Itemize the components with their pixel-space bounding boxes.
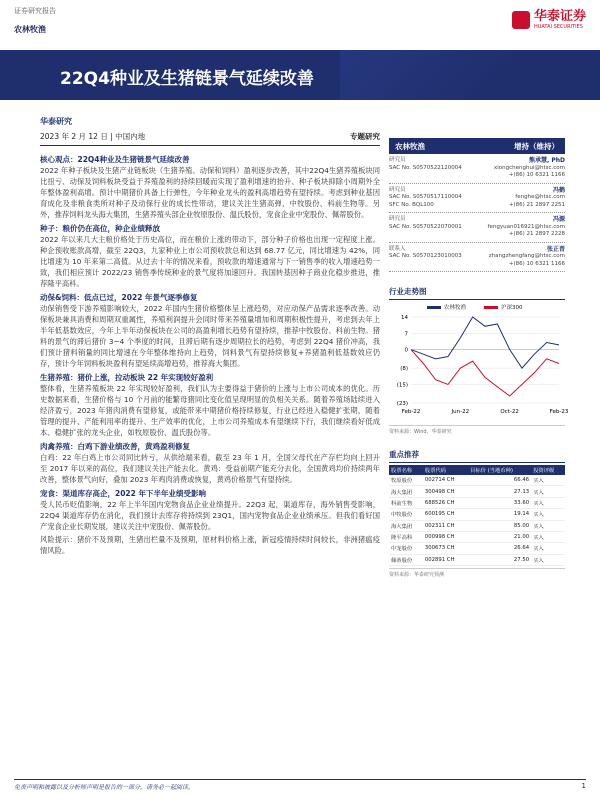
table-cell: 000998 CH bbox=[423, 531, 468, 542]
section-title: 动保&饲料：低点已过，2022 年景气逐季修复 bbox=[40, 293, 198, 302]
table-cell: 600195 CH bbox=[423, 509, 468, 520]
brand-name-en: HUATAI SECURITIES bbox=[533, 24, 583, 30]
analyst-phone: +(86) 21 2897 2228 bbox=[508, 231, 565, 237]
analyst-name: 冯源 bbox=[552, 216, 565, 223]
analyst-email[interactable]: zhangzhengfang@htsc.com bbox=[488, 253, 565, 259]
analyst-sac: SAC No. S0570123010003 bbox=[389, 253, 462, 259]
analyst-email[interactable]: fenghe@htsc.com bbox=[515, 194, 565, 200]
picks-header: 股票代码 bbox=[423, 465, 468, 475]
main-column bbox=[40, 116, 380, 558]
title-banner bbox=[0, 50, 600, 100]
brand-logo bbox=[512, 10, 586, 30]
footer-rule bbox=[14, 779, 586, 780]
table-cell: 26.64 bbox=[468, 543, 531, 554]
report-title: 22Q4种业及生猪链景气延续改善 bbox=[60, 69, 314, 89]
analyst-phone: +(86) 21 2897 2251 bbox=[508, 201, 565, 208]
doc-meta: 2023 年 2 月 12 日 | 中国内地 专题研究 bbox=[40, 131, 380, 146]
x-tick-label: Jun-22 bbox=[451, 409, 470, 415]
industry-trend-chart bbox=[389, 311, 569, 419]
table-cell: 85.00 bbox=[468, 520, 531, 531]
table-cell: 中宠股份 bbox=[389, 543, 423, 554]
brand-name: 华泰证券 bbox=[533, 9, 586, 24]
legend-item: 沪深300 bbox=[484, 303, 523, 311]
analyst-role: 研究员 bbox=[389, 186, 406, 193]
report-label: 证券研究报告 bbox=[14, 7, 56, 15]
y-tick-label: 7 bbox=[404, 331, 408, 338]
org-name: 华泰研究 bbox=[40, 117, 72, 126]
picks-section-title: 重点推荐 bbox=[389, 449, 565, 463]
analyst-card bbox=[389, 243, 565, 273]
section-body: 风险提示：猪价不及预期，生猪出栏量不及预期，原材料价格上涨，新冠疫情持续时间较长，非洲猪瘟疫情风险。 bbox=[40, 535, 380, 555]
chart-source: 资料来源：Wind，华泰研究 bbox=[389, 425, 565, 435]
section-title: 肉禽养殖：白鸡下游业绩改善，黄鸡盈利修复 bbox=[40, 442, 190, 451]
rating-value: 增持（维持） bbox=[514, 141, 559, 151]
section-body: 白鸡：22 年白鸡上市公司同比转亏，从供给端来看，截至 23 年 1 月，全国父母代在产存栏均向上回升至 2017 年以来的高位，我们建议关注产能去化。黄鸡：受益前期产能充分去化，全国黄鸡均价持续两年改善，整体景气向好，叠加 2023 年鸡肉消费或恢复，黄鸡价格景气有望持续。 bbox=[40, 453, 380, 484]
analyst-phone: +(86) 10 6321 1166 bbox=[508, 172, 565, 178]
table-cell: 买入 bbox=[531, 475, 565, 486]
table-cell: 66.46 bbox=[468, 475, 531, 486]
table-cell: 买入 bbox=[531, 543, 565, 554]
picks-header: 目标价 (当地币种) bbox=[468, 465, 531, 475]
section-body: 动保销售受下游养殖影响较大，2022 年国内生猪价格整体呈上涨趋势，对应动保产品需求逐季改善。动保板块兼具消费和周期双重属性，养殖利润提升会同时带来养殖量增加和周期积极性提升，考虑到去年上半年低基数效应，今年上半年动保板块在公司的高盈利增长趋势有望持续，推荐中牧股份、科前生物。猪料的景气的滞后猪价 3~4 个季度的时间，且滞后期有逐步周期拉长的趋势，考虑到 22Q4 猪价冲高，我们预计猪料销量的同比增速在今年整体维持向上趋势，饲料景气有望持续修复+养猪盈利低基数效应仍存，预计今年饲料板块盈利有望延续高增趋势，推荐海大集团。 bbox=[40, 304, 380, 368]
x-tick-label: Feb-23 bbox=[549, 409, 569, 415]
doc-type: 专题研究 bbox=[350, 132, 380, 141]
y-tick-label: 0 bbox=[404, 347, 408, 354]
analyst-list bbox=[389, 154, 565, 272]
section-body: 整体看，生猪养殖板块 22 年实现较好盈利，我们认为主要得益于猪价的上涨与上市公司成本的优化。历史数据来看，生猪价格与 10 个月前的能繁母猪同比变化值呈现明显的负相关关系。随着养殖场陆续进入经济盈亏，2023 年猪肉消费有望修复，或能带来中期猪价格持续修复，行业已经进入稳健扩张期，随着管理的提升、产能利用率的提升、生产效率的优化，上市公司养殖成本有望继续下行，我们继续看好低成本、稳健扩张的龙头企业，如牧原股份、温氏股份等。 bbox=[40, 384, 380, 437]
table-row bbox=[389, 475, 565, 486]
rating-sector: 农林牧渔 bbox=[395, 141, 425, 151]
table-cell: 33.60 bbox=[468, 497, 531, 508]
table-cell: 买入 bbox=[531, 497, 565, 508]
table-cell: 买入 bbox=[531, 531, 565, 542]
analyst-sfc: SFC No. BQL100 bbox=[389, 201, 434, 208]
y-tick-label: (23) bbox=[396, 401, 408, 407]
picks-table bbox=[389, 465, 565, 566]
section-body: 2022 年种子板块及生猪产业链板块（生猪养殖、动保和饲料）盈利逐步改善，其中22Q4生猪养殖板块同比扭亏、动保及饲料板块受益于养殖盈利的持续回暖而实现了盈利增速的抬升、种子板块抑除小周期外全年整体盈利高增。预计中期猪价具备上行弹性，今年种业龙头的盈利高增趋势有望持续。考虑到种业基因育成化及非粮食类所对种子及动保行业的成长性带动，建议关注生猪高弹、中牧股份、科前生物等。另外，推荐饲料龙头海大集团，生猪养殖头部企业牧原股份、温氏股份，宠食企业中宠股份、佩蒂股份。 bbox=[40, 166, 380, 219]
analyst-name: 张正晋 bbox=[546, 245, 565, 253]
section-title: 生猪养殖：猪价上涨，拉动板块 22 年实现较好盈利 bbox=[40, 373, 214, 382]
brand-mark-icon bbox=[512, 11, 530, 29]
table-cell: 27.13 bbox=[468, 486, 531, 497]
table-row bbox=[389, 554, 565, 565]
table-cell: 688526 CH bbox=[423, 497, 468, 508]
table-cell: 21.00 bbox=[468, 531, 531, 542]
table-cell: 海大集团 bbox=[389, 520, 423, 531]
table-cell: 002311 CH bbox=[423, 520, 468, 531]
table-cell: 中牧股份 bbox=[389, 509, 423, 520]
sections bbox=[40, 154, 380, 556]
analyst-name: 冯鹤 bbox=[552, 186, 565, 194]
table-cell: 科前生物 bbox=[389, 497, 423, 508]
footer-disclaimer: 免责声明和披露以及分析师声明是报告的一部分，请务必一起阅读。 bbox=[14, 784, 195, 791]
analyst-card bbox=[389, 184, 565, 214]
sector-tag: 农林牧渔 bbox=[14, 25, 46, 34]
table-cell: 牧原股份 bbox=[389, 475, 423, 486]
y-tick-label: (15) bbox=[396, 382, 408, 389]
analyst-email[interactable]: xiongchenghui@htsc.com bbox=[493, 164, 565, 171]
y-tick-label: (8) bbox=[400, 366, 408, 373]
section-body: 受人民币贬值影响，22 年上半年国内宠物食品企业业绩提升。22Q3 起，渠道库存，海外销售受影响，22Q4 渠道库存仍在消化，我们预计去库存将持续到 23Q1，国内宠物食品企业业绩承压。但我们看好国产宠食企业长期发展，建议关注中宠股份、佩蒂股份。 bbox=[40, 500, 380, 531]
trend-section-title: 行业走势图 bbox=[389, 286, 565, 300]
analyst-sac: SAC No. S0570522120004 bbox=[389, 164, 462, 171]
table-cell: 300673 CH bbox=[423, 543, 468, 554]
page-number: 1 bbox=[581, 782, 586, 790]
table-row bbox=[389, 497, 565, 508]
series-line bbox=[411, 350, 559, 396]
analyst-role: 联系人 bbox=[389, 245, 406, 252]
table-cell: 买入 bbox=[531, 554, 565, 565]
analyst-sac: SAC No. S0570517110004 bbox=[389, 194, 462, 200]
chart-legend bbox=[427, 303, 565, 311]
table-cell: 27.50 bbox=[468, 554, 531, 565]
analyst-sac: SAC No. S0570522070001 bbox=[389, 223, 462, 230]
analyst-card bbox=[389, 213, 565, 243]
table-row bbox=[389, 486, 565, 497]
table-cell: 海大集团 bbox=[389, 486, 423, 497]
table-row bbox=[389, 520, 565, 531]
table-cell: 佩蒂股份 bbox=[389, 554, 423, 565]
rating-bar bbox=[389, 138, 565, 154]
analyst-role: 研究员 bbox=[389, 157, 406, 163]
x-tick-label: Feb-22 bbox=[401, 409, 421, 415]
analyst-phone: +(86) 10 6321 1166 bbox=[508, 260, 565, 267]
y-tick-label: 14 bbox=[401, 315, 408, 321]
doc-date: 2023 年 2 月 12 日 bbox=[40, 132, 108, 141]
section-title: 核心观点：22Q4种业及生猪链景气延续改善 bbox=[40, 155, 190, 164]
table-cell: 19.14 bbox=[468, 509, 531, 520]
series-line bbox=[411, 317, 559, 368]
section-title: 宠食：渠道库存高企，2022 年下半年业绩受影响 bbox=[40, 489, 206, 498]
table-cell: 买入 bbox=[531, 520, 565, 531]
table-cell: 002714 CH bbox=[423, 475, 468, 486]
table-row bbox=[389, 531, 565, 542]
table-cell: 买入 bbox=[531, 509, 565, 520]
analyst-name: 熊承慧, PhD bbox=[528, 157, 565, 164]
x-tick-label: Oct-22 bbox=[500, 409, 519, 415]
section-body: 2022 年以来几大主粮价格处于历史高位，而在粮价上涨的带动下，部分种子价格也出现一定程度上涨。种企预收账款高增，截至 22Q3，九家种业上市公司预收款总和达到 68.77 亿元，同比增速为 42%，同比增速为 10 年来第二高值。从过去十年的情况来看，预收款的增速通常与下一销售季的收入增速趋势一致，我们相应预计 2022/23 销售季传统种业的景气度将加速回升。我国转基因种子商业化稳步推进，推荐隆平高科。 bbox=[40, 235, 380, 288]
picks-header: 股票名称 bbox=[389, 465, 423, 475]
legend-item: 农林牧渔 bbox=[427, 303, 466, 311]
table-cell: 300498 CH bbox=[423, 486, 468, 497]
side-column bbox=[389, 138, 569, 578]
picks-header: 投资评级 bbox=[531, 465, 565, 475]
analyst-role: 研究员 bbox=[389, 216, 406, 222]
table-cell: 002891 CH bbox=[423, 554, 468, 565]
doc-region: 中国内地 bbox=[115, 132, 146, 141]
table-row bbox=[389, 509, 565, 520]
analyst-card bbox=[389, 154, 565, 184]
analyst-email[interactable]: fengyuan016921@htsc.com bbox=[487, 223, 565, 230]
table-row bbox=[389, 543, 565, 554]
table-cell: 买入 bbox=[531, 486, 565, 497]
section-title: 种子：粮价仍在高位，种企业绩释放 bbox=[40, 224, 160, 233]
picks-source: 资料来源：华泰研究预测 bbox=[389, 568, 565, 578]
table-cell: 隆平高科 bbox=[389, 531, 423, 542]
